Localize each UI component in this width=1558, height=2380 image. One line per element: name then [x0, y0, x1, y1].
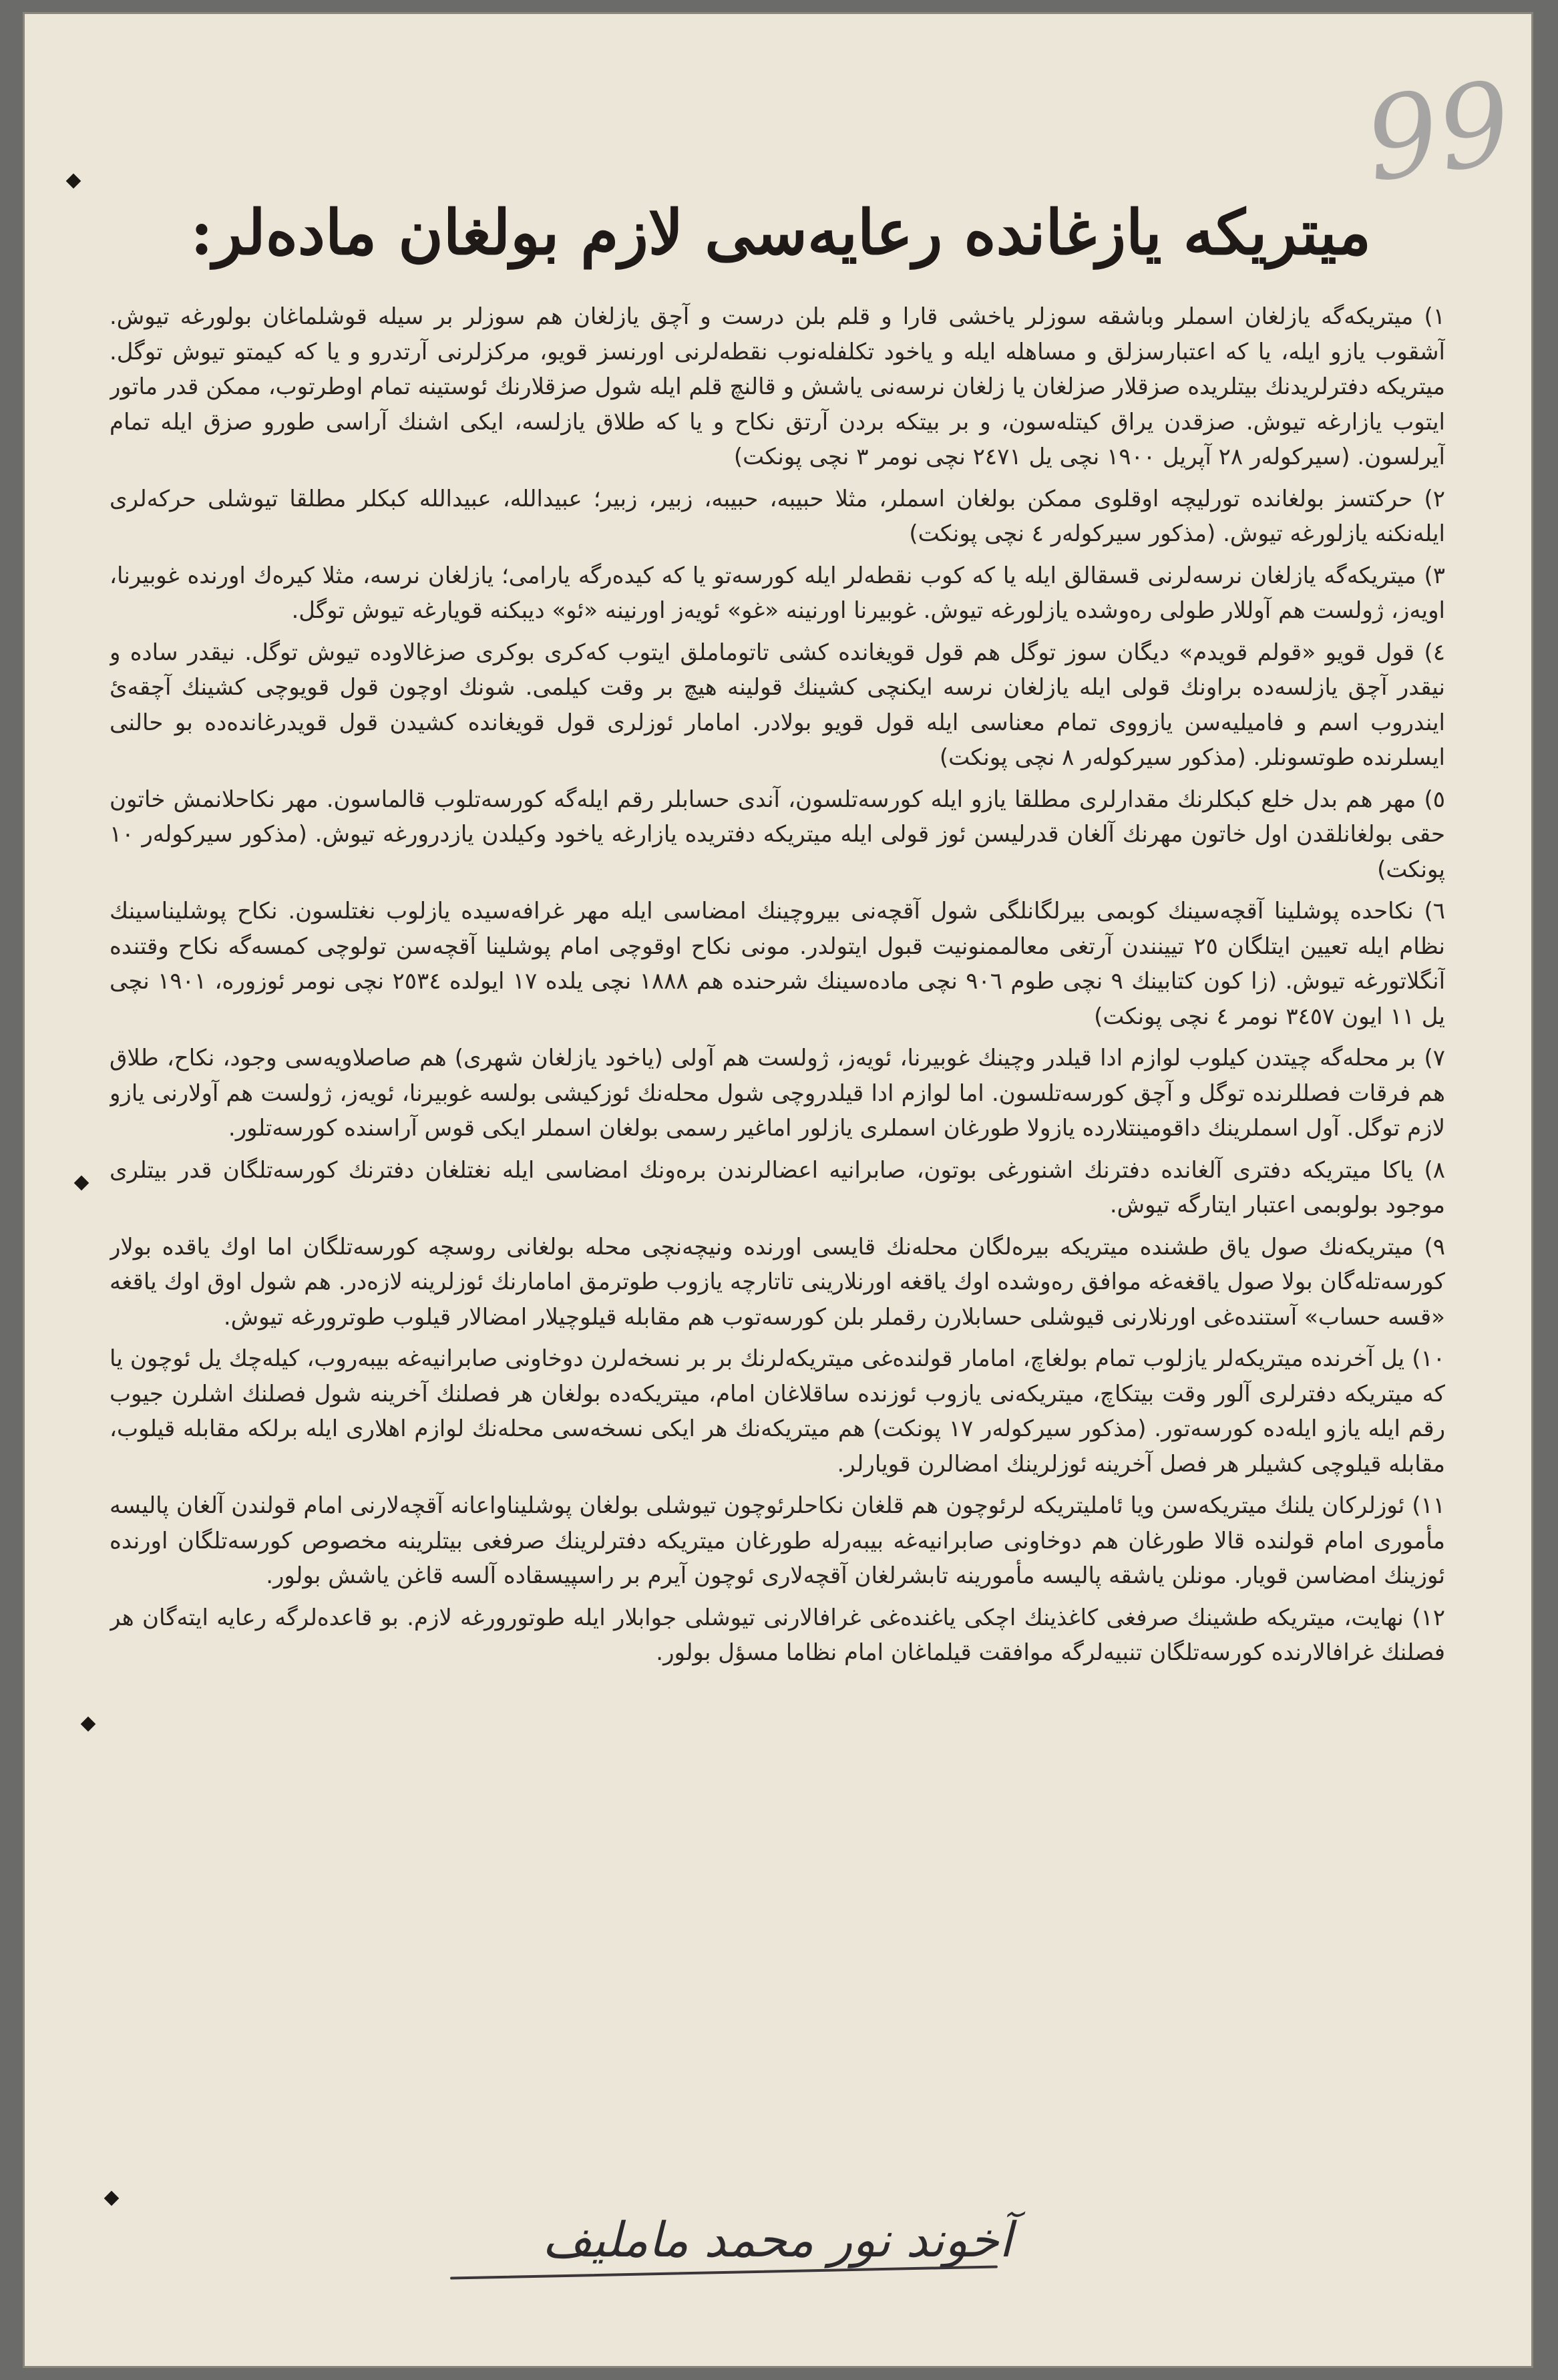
margin-mark — [66, 174, 81, 189]
margin-mark — [81, 1717, 96, 1732]
paragraph-3: ٣) میتریکه‌گه یازلغان نرسه‌لرنی قسقالق ایله یا که کوب نقطه‌لر ایله کورسه‌تو یا که کیده‌رگه یارامی؛ یازلغان نرسه، مثلا کیره‌ك اورنده غوبیرنا، اویه‌ز، ژولست هم آوللار طولی ره‌وشده یازلورغه تیوش. غوبیرنا اورنینه «غو» ئویه‌ز اورنینه «ئو» دیبکنه قویارغه تیوش توگل. — [110, 562, 1445, 624]
margin-mark — [74, 1176, 89, 1191]
paragraph-12: ١٢) نهایت، میتریکه طشینك صرفغی کاغذینك اچکی یاغنده‌غی غرافالارنی تیوشلی جوابلار ایله طوتورورغه لازم. بو قاعده‌لرگه رعایه ایته‌گان هر فصلنك غرافالارنده کورسه‌تلگان تنبیه‌لرگه موافقت قیلماغان امام نظاما مسؤل بولور. — [110, 1604, 1445, 1666]
document-page — [23, 12, 1533, 2368]
margin-mark — [104, 2191, 120, 2206]
paragraph-8: ٨) یاکا میتریکه دفتری آلغانده دفترنك اشنورغی بوتون، صابرانیه اعضالرندن بره‌ونك امضاسی ایله نغتلغان دفترنك کورسه‌تلگان قدر بیتلری موجود بولوبمی اعتبار ایتارگه تیوش. — [110, 1156, 1445, 1218]
paragraph-6: ٦) نکاحده پوشلینا آقچه‌سینك کوبمی بیرلگانلگی شول آقچه‌نی بیروچینك امضاسی ایله مهر غرافه‌سیده یازلوب نغتلسون. نکاح پوشلیناسینك نظام ایله تعیین ایتلگان ٢٥ تیینندن آرتغی معالممنونیت قبول ایتولدر. مونی نکاح اوقوچی امام پوشلینا آقچه‌سن تولوچی کمسه‌گه نکاح وقتنده آنگلاتورغه تیوش. (زا کون کتابینك ٩ نچی طوم ٩٠٦ نچی ماده‌سینك شرحنده هم ١٨٨٨ نچی یلده ١٧ ایولده ٢٥٣٤ نچی نومر ئوزوره، ١٩٠١ نچی یل ١١ ایون ٣٤٥٧ نومر ٤ نچی پونکت) — [110, 898, 1445, 1030]
paragraph-7: ٧) بر محله‌گه چیتدن کیلوب لوازم ادا قیلدر وچینك غوبیرنا، ئویه‌ز، ژولست هم آولی (یاخود یازلغان شهری) هم صاصلاویه‌سی وجود، نکاح، طلاق هم فرقات فصللرنده توگل و آچق کورسه‌تلسون. اما لوازم ادا قیلدروچی شول محله‌نك ئوزکیشی بولسه غوبیرنا، ئویه‌ز، ژولست هم آولارنی یازو لازم توگل. آول اسملرینك داقومینتلارده یازولا طورغان اسملری یازلور اماغیر رسمی بولغان اسملر ایکی قوس آراسنده کورسه‌تلور. — [110, 1045, 1445, 1142]
paragraph-4: ٤) قول قویو «قولم قویدم» دیگان سوز توگل هم قول قویغانده کشی تاتوماملق ایتوب که‌کری بوکری صزغالاوده تیوش توگل. نیقدر ساده و نیقدر آچق یازلسه‌ده براونك قولی ایله یازلغان نرسه ایکنچی کشینك قولینه هیچ بر وقت کیلمی. شونك اوچون قول قویوچی کشینك آچقه‌ئ ایندروب اسم و فامیلیه‌سن یازووی تمام معناسی ایله قول قویو بولادر. امامار ئوزلری قول قویغانده کشیدن قول قویدرغانده‌ده بو حالنی ایسلرنده طوتسونلر. (مذکور سیرکولەر ٨ نچی پونکت) — [110, 639, 1445, 771]
paragraph-5: ٥) مهر هم بدل خلع کبکلرنك مقدارلری مطلقا یازو ایله کورسه‌تلسون، آندی حسابلر رقم ایله‌گه کورسه‌تلوب قالماسون. مهر نکاحلانمش خاتون حقی بولغانلقدن اول خاتون مهرنك آلغان قدرلیسن ئوز قولی ایله میتریکه دفتریده یازارغه یاخود وکیلدن یازدرورغه تیوش. (مذکور سیرکولەر ١٠ پونکت) — [110, 786, 1445, 883]
handwritten-page-number: 99 — [1358, 56, 1519, 208]
document-title: میتریکه یازغانده رعایه‌سی لازم بولغان ماده‌لر: — [190, 196, 1372, 269]
paragraph-2: ٢) حرکتسز بولغانده تورلیچه اوقلوی ممکن بولغان اسملر، مثلا حبیبه، حبیبه، زبیر، زبیر؛ عبیدالله، عبیدالله کبکلر مطلقا تیوشلی حرکه‌لری ایله‌نکنه یازلورغه تیوش. (مذکور سیرکولەر ٤ نچی پونکت) — [110, 485, 1445, 547]
paragraph-10: ١٠) یل آخرنده میتریکه‌لر یازلوب تمام بولغاچ، امامار قولنده‌غی میتریکه‌لرنك بر بر نسخه‌لرن دوخاونی صابرانیه‌غه بیبه‌روب، کیله‌چك یل ئوچون یا که میتریکه دفترلری آلور وقت بیتکاچ، میتریکه‌نی یازوب ئوزنده ساقلاغان امام، میتریکه‌ده بولغان هر فصلنك آخرینه شول فصلنك اشلرن جیوب رقم ایله یازو ایله‌ده کورسه‌تور. (مذکور سیرکولەر ١٧ پونکت) هم میتریکه‌نك هر ایکی نسخه‌سی محله‌نك لوازم اهلاری ایله برلکه مقابله قیلوب، مقابله قیلوچی کشیلر هر فصل آخرینه ئوزلرینك امضالرن قویارلر. — [110, 1345, 1445, 1478]
paragraph-11: ١١) ئوزلرکان یلنك میتریکه‌سن ویا ئاملیتریکه لرئوچون هم قلغان نکاحلرئوچون تیوشلی بولغان پوشلیناواعانه آقچه‌لارنی امام قولندن آلغان پالیسه مأموری امام قولنده قالا طورغان هم دوخاونی صابرانیه‌غه بیبه‌رله طورغان میتریکه دفترلرینك صرفغی بیتلرینه مخصوص کورسه‌تلگان اورنده ئوزینك امضاسن قویار. مونلن یاشقه پالیسه مأمورینه تابشرلغان آقچه‌لاری ئوچون آیرم بر راسپیسقاده آلسه قاغن یاشش بولور. — [110, 1492, 1445, 1589]
document-body — [110, 299, 1445, 2116]
signature: آخوند نور محمد ماملیف — [542, 2212, 1012, 2268]
paragraph-9: ٩) میتریکه‌نك صول یاق طشنده میتریکه بیره‌لگان محله‌نك قایسی اورنده ونیچه‌نچی محله بولغانی روسچه کورسه‌تلگان اما اوك یاقده بولار کورسه‌تله‌گان بولا صول یاقغه‌غه موافق ره‌وشده اوك یاقغه اورنلارینی تاتارچه یازوب طوترمق امامارنك ئوزلرینه لازه‌در. هم شول اوق اوك یاقغه «قسه حساب» آستنده‌غی اورنلارنی قیوشلی حسابلارن رقملر بلن کورسه‌توب هم مقابله قیلوچیلار امضالار قیلوب طوترورغه تیوش. — [110, 1233, 1445, 1331]
paragraph-1: ١) میتریکه‌گه یازلغان اسملر وباشقه سوزلر یاخشی قارا و قلم بلن درست و آچق یازلغان هم سوزلر بر سیله قوشلماغان بولورغه تیوش. آشقوب یازو ایله، یا که اعتبارسزلق و مساهله ایله و یاخود تکلفله‌نوب نقطه‌لرنی اورنسز قویو، مرکزلرنی آرتدرو و یا که کیمتو تیوش توگل. میتریکه دفترلریدنك بیتلریده صزقلار صزلغان یا زلغان نرسه‌نی یاشش و قالنچ قلم ایله شول صزقلارنك ئوستینه تمام اوطرتوب، ممکن قدر ماتور ایتوب یازارغه تیوش. صزقدن یراق کیتله‌سون، و بر بیتکه بردن آرتق نکاح و یا که طلاق یازلسه، ایکی اشنك آراسی طورو صزق ایله تمام آیرلسون. (سیرکولەر ٢٨ آپریل ١٩٠٠ نچی یل ٢٤٧١ نچی نومر ٣ نچی پونکت) — [110, 303, 1445, 470]
